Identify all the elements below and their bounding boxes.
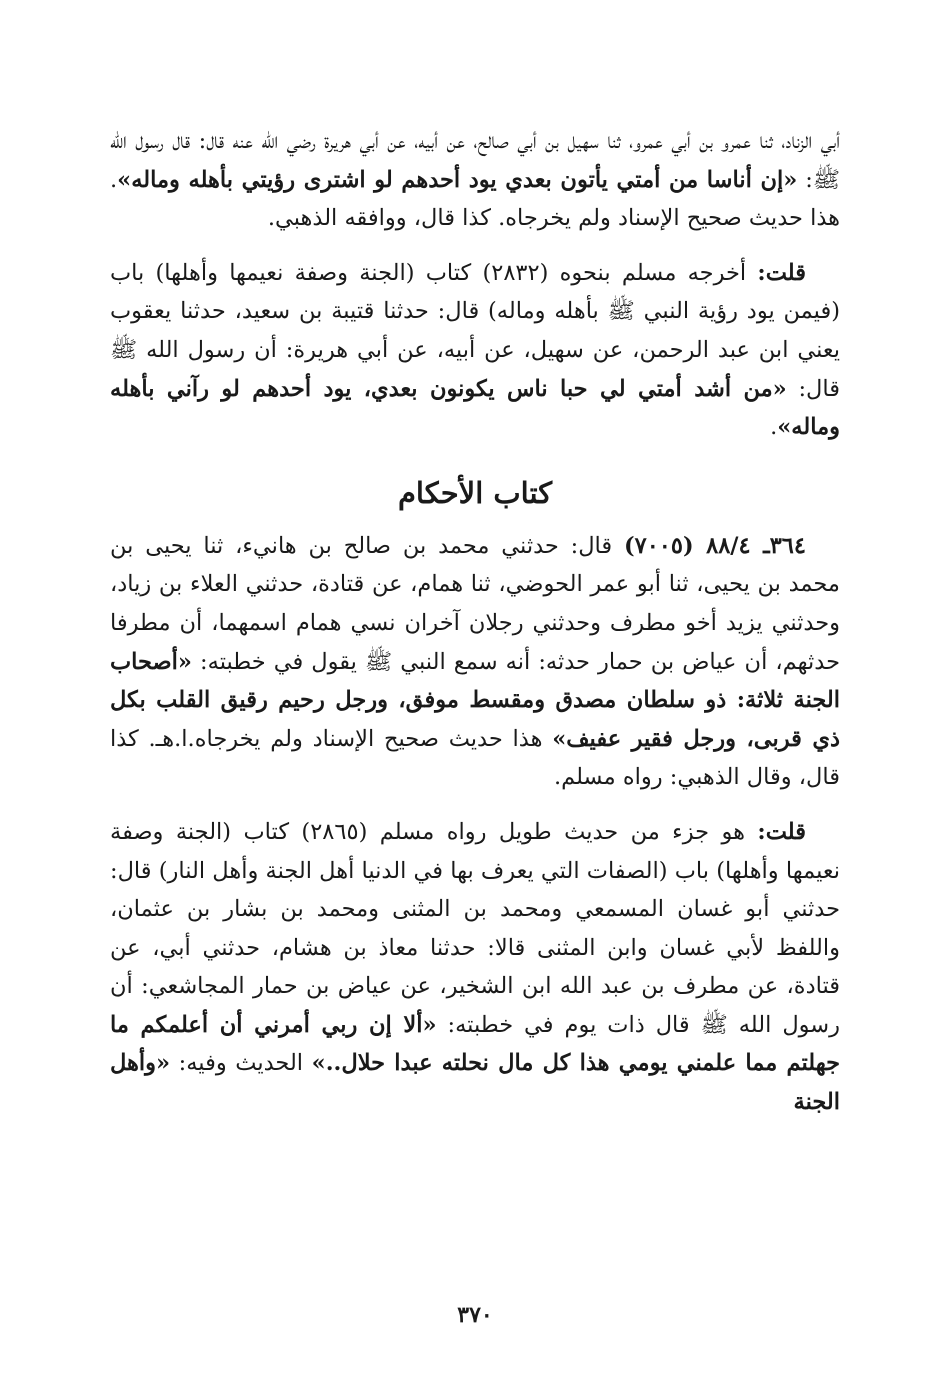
paragraph-gap	[110, 238, 840, 254]
chapter-heading: كتاب الأحكام	[397, 475, 553, 510]
paragraph-commentary	[110, 254, 840, 447]
text-run: هذا حديث صحيح الإسناد ولم يخرجاه.ا.هـ. كذا قال، وقال الذهبي: رواه مسلم.	[110, 725, 840, 791]
hadith-quote: «أصحاب الجنة ثلاثة: ذو سلطان مصدق ومقسط موفق، ورجل رحيم رقيق القلب بكل ذي قربى، ورجل فقير عفيف»	[110, 648, 840, 752]
text-run: أبي الزناد، ثنا عمرو بن أبي عمرو، ثنا سهيل بن أبي صالح، عن أبيه، عن أبي هريرة رضي الله عنه قال: قال رسول الله ﷺ:	[110, 128, 840, 193]
paragraph-hadith-entry	[110, 527, 840, 797]
text-run: أخرجه مسلم بنحوه (٢٨٣٢) كتاب (الجنة وصفة نعيمها وأهلها) باب (فيمن يود رؤية النبي ﷺ بأهله وماله) قال: حدثنا قتيبة بن سعيد، حدثنا يعقوب يعني ابن عبد الرحمن، عن سهيل، عن أبيه، عن أبي هريرة: أن رسول الله ﷺ قال:	[110, 259, 840, 402]
text-run: . هذا حديث صحيح الإسناد ولم يخرجاه. كذا قال، ووافقه الذهبي.	[110, 166, 840, 232]
text-run: هو جزء من حديث طويل رواه مسلم (٢٨٦٥) كتاب (الجنة وصفة نعيمها وأهلها) باب (الصفات التي يعرف بها في الدنيا أهل الجنة وأهل النار) قال: حدثني أبو غسان المسمعي ومحمد بن المثنى ومحمد بن بشار بن عثمان، واللفظ لأبي غسان وابن المثنى قالا: حدثنا معاذ بن هشام، حدثني أبي، عن قتادة، عن مطرف بن عبد الله ابن الشخير، عن عياض بن حمار المجاشعي: أن رسول الله ﷺ قال ذات يوم في خطبته:	[110, 818, 841, 1038]
commentary-label: قلت:	[757, 818, 806, 845]
text-run: الحديث وفيه:	[170, 1050, 312, 1077]
page-number: ٣٧٠	[457, 1302, 493, 1328]
commentary-label: قلت:	[757, 259, 807, 286]
paragraph-commentary	[110, 813, 840, 1122]
text-run: قال: حدثني محمد بن صالح بن هانيء، ثنا يحيى بن محمد بن يحيى، ثنا أبو عمر الحوضي، ثنا همام، عن قتادة، حدثني العلاء بن زياد، وحدثني يزيد أخو مطرف وحدثني رجلان آخران نسي همام اسمهما، أن مطرفا حدثهم، أن عياض بن حمار حدثه: أنه سمع النبي ﷺ يقول في خطبته:	[110, 532, 840, 675]
hadith-quote: «من أشد أمتي لي حبا ناس يكونون بعدي، يود أحدهم لو رآني بأهله وماله»	[110, 375, 840, 441]
hadith-quote: «ألا إن ربي أمرني أن أعلمكم ما جهلتم مما علمني يومي هذا كل مال نحلته عبدا حلال..»	[110, 1011, 841, 1077]
paragraph-gap	[110, 797, 840, 813]
page-body	[110, 122, 840, 1122]
hadith-number: ٣٦٤ـ ٨٨/٤ (٧٠٠٥)	[623, 532, 806, 559]
hadith-quote: «وأهل الجنة	[110, 1050, 840, 1116]
text-run: .	[770, 414, 778, 441]
paragraph-hadith-continuation	[110, 122, 840, 238]
hadith-quote: «إن أناسا من أمتي يأتون بعدي يود أحدهم لو اشترى رؤيتي بأهله وماله»	[117, 166, 798, 193]
